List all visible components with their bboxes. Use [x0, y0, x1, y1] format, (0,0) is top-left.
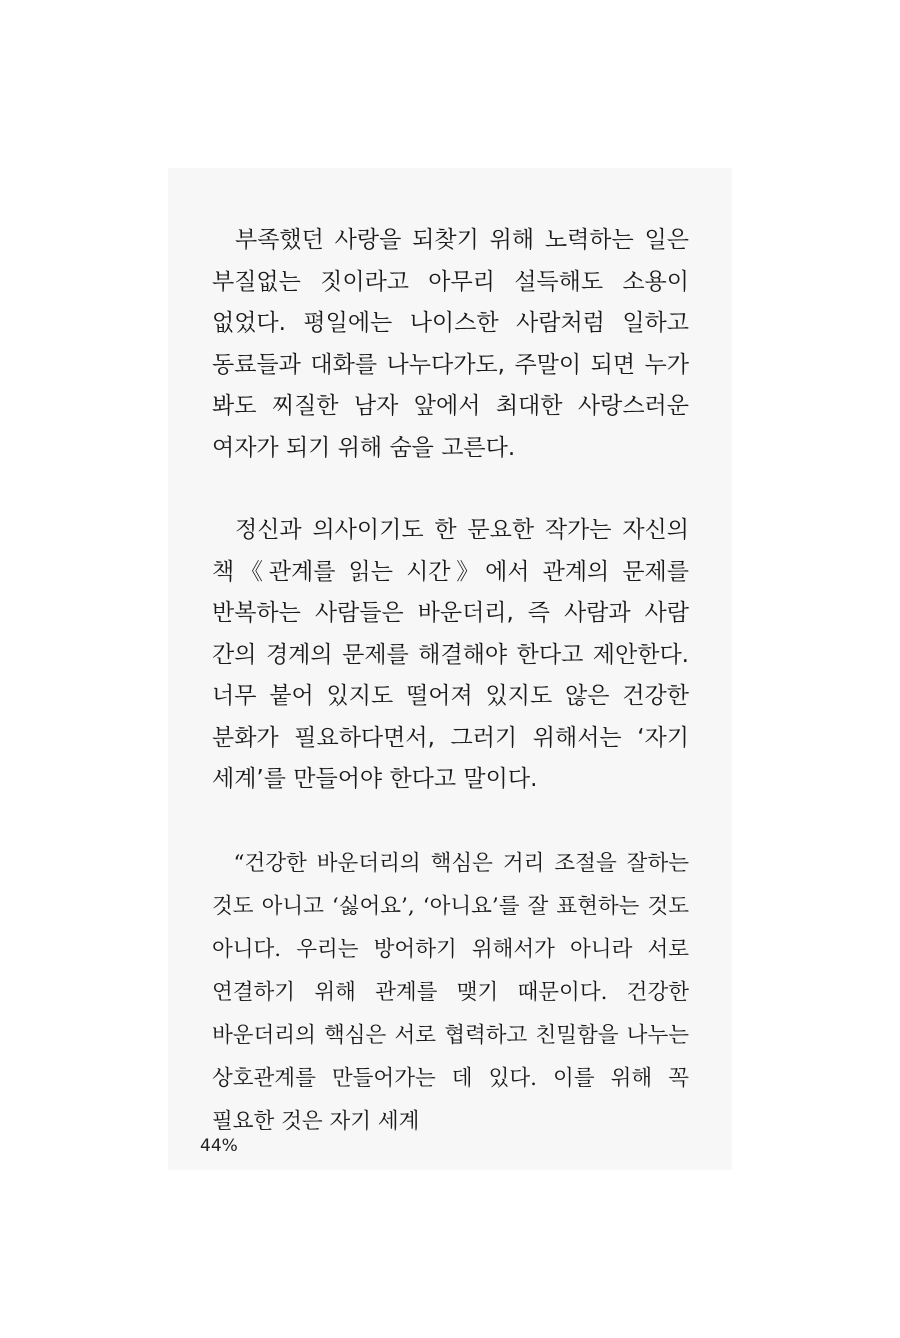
paragraph-2: 정신과 의사이기도 한 문요한 작가는 자신의 책《관계를 읽는 시간》에서 관계의 문제를 반복하는 사람들은 바운더리, 즉 사람과 사람 간의 경계의 문제를 해결해야 한다고 제안한다. 너무 붙어 있지도 떨어져 있지도 않은 건강한 분화가 필요하다면서, 그러기 위해서는 ‘자기 세계’를 만들어야 한다고 말이다.	[212, 517, 689, 792]
quote-paragraph: “건강한 바운더리의 핵심은 거리 조절을 잘하는 것도 아니고 ‘싫어요’, ‘아니요’를 잘 표현하는 것도 아니다. 우리는 방어하기 위해서가 아니라 서로 연결하기 위해 관계를 맺기 때문이다. 건강한 바운더리의 핵심은 서로 협력하고 친밀함을 나누는 상호관계를 만들어가는 데 있다. 이를 위해 꼭 필요한 것은 자기 세계	[212, 850, 689, 1134]
reading-progress-percent: 44%	[200, 1136, 238, 1156]
paragraph-1: 부족했던 사랑을 되찾기 위해 노력하는 일은 부질없는 짓이라고 아무리 설득해도 소용이 없었다. 평일에는 나이스한 사람처럼 일하고 동료들과 대화를 나누다가도, 주말이 되면 누가 봐도 찌질한 남자 앞에서 최대한 사랑스러운 여자가 되기 위해 숨을 고른다.	[212, 227, 689, 461]
book-text	[212, 220, 689, 1143]
reader-page[interactable]	[168, 168, 732, 1170]
